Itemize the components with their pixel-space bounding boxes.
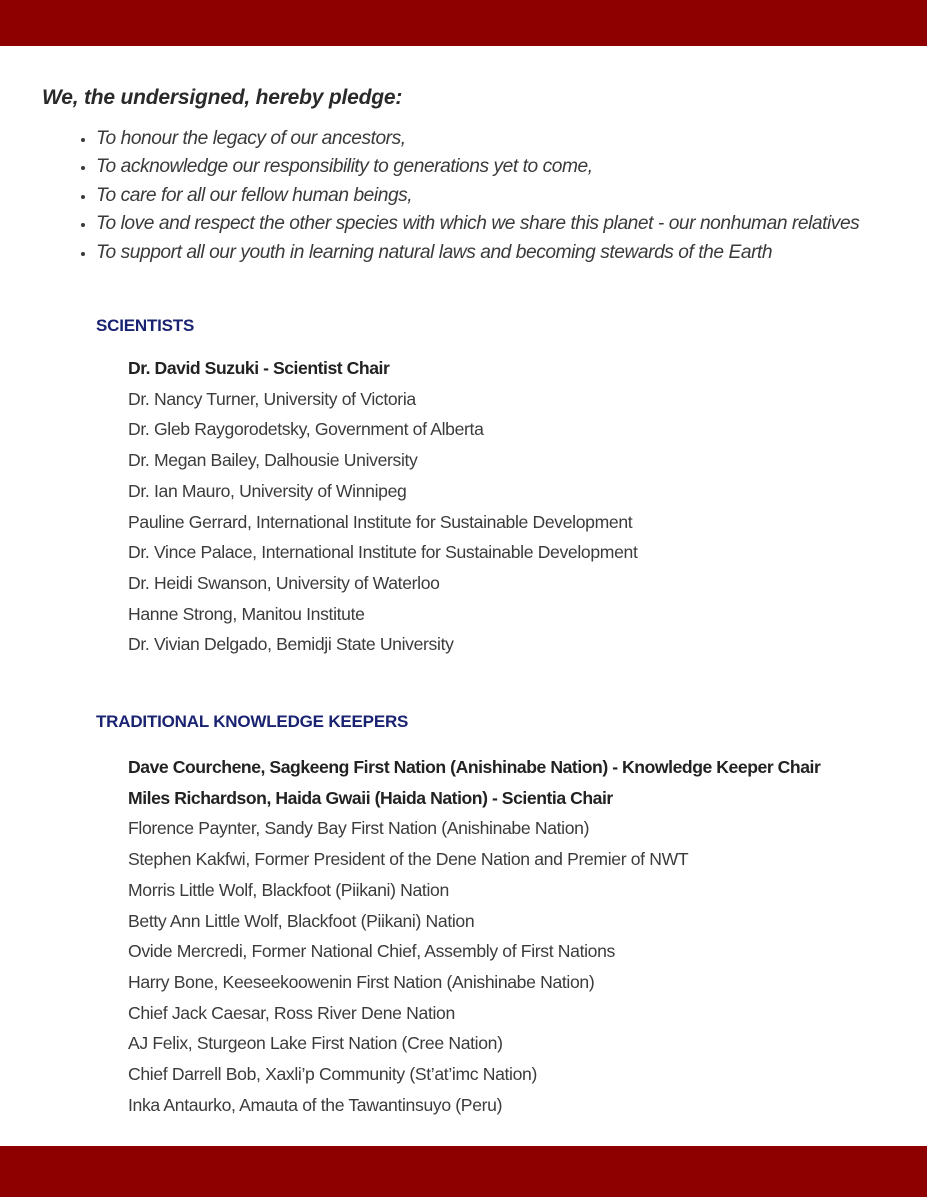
scientist-member: Dr. Heidi Swanson, University of Waterloo xyxy=(128,572,440,593)
pledge-item: • To love and respect the other species with which we share this planet - our nonhuman relatives xyxy=(96,210,896,238)
pledge-list xyxy=(74,125,896,267)
scientist-member: Dr. Megan Bailey, Dalhousie University xyxy=(128,450,418,471)
scientist-member: Pauline Gerrard, International Institute for Sustainable Development xyxy=(128,511,633,532)
footer-band xyxy=(0,1146,927,1197)
pledge-item: • To support all our youth in learning natural laws and becoming stewards of the Earth xyxy=(96,239,896,267)
knowledge-keeper-member: Morris Little Wolf, Blackfoot (Piikani) Nation xyxy=(128,879,449,900)
scientists-heading: SCIENTISTS xyxy=(96,316,195,335)
knowledge-keeper-member: AJ Felix, Sturgeon Lake First Nation (Cree Nation) xyxy=(128,1033,503,1054)
scientist-member: Dr. Vince Palace, International Institute for Sustainable Development xyxy=(128,542,638,563)
scientists-list xyxy=(128,353,638,660)
knowledge-keeper-member: Chief Darrell Bob, Xaxli’p Community (St’at’imc Nation) xyxy=(128,1064,537,1085)
pledge-item: • To acknowledge our responsibility to generations yet to come, xyxy=(96,153,896,181)
knowledge-keeper-member: Betty Ann Little Wolf, Blackfoot (Piikani) Nation xyxy=(128,910,475,931)
knowledge-keeper-member: Stephen Kakfwi, Former President of the Dene Nation and Premier of NWT xyxy=(128,849,689,870)
header-band xyxy=(0,0,927,46)
scientist-member: Dr. Ian Mauro, University of Winnipeg xyxy=(128,480,407,501)
pledge-item: • To care for all our fellow human beings, xyxy=(96,182,896,210)
knowledge-keeper-member: Florence Paynter, Sandy Bay First Nation (Anishinabe Nation) xyxy=(128,818,590,839)
scientist-member: Dr. Nancy Turner, University of Victoria xyxy=(128,388,416,409)
scientist-chair: Dr. David Suzuki - Scientist Chair xyxy=(128,358,390,378)
knowledge-keeper-member: Chief Jack Caesar, Ross River Dene Nation xyxy=(128,1002,455,1023)
knowledge-keeper-member: Inka Antaurko, Amauta of the Tawantinsuyo (Peru) xyxy=(128,1094,503,1115)
scientist-member: Dr. Vivian Delgado, Bemidji State University xyxy=(128,634,454,655)
knowledge-keeper-member: Ovide Mercredi, Former National Chief, Assembly of First Nations xyxy=(128,941,616,962)
knowledge-keepers-list xyxy=(128,752,820,1120)
scientist-member: Hanne Strong, Manitou Institute xyxy=(128,603,365,624)
pledge-title: We, the undersigned, hereby pledge: xyxy=(42,86,403,109)
knowledge-keeper-chair: Dave Courchene, Sagkeeng First Nation (Anishinabe Nation) - Knowledge Keeper Chair xyxy=(128,757,821,777)
knowledge-keepers-heading: TRADITIONAL KNOWLEDGE KEEPERS xyxy=(96,712,409,731)
knowledge-keeper-member: Harry Bone, Keeseekoowenin First Nation (Anishinabe Nation) xyxy=(128,971,595,992)
knowledge-keeper-chair: Miles Richardson, Haida Gwaii (Haida Nation) - Scientia Chair xyxy=(128,787,613,808)
scientist-member: Dr. Gleb Raygorodetsky, Government of Alberta xyxy=(128,419,484,440)
pledge-item: • To honour the legacy of our ancestors, xyxy=(96,125,896,153)
